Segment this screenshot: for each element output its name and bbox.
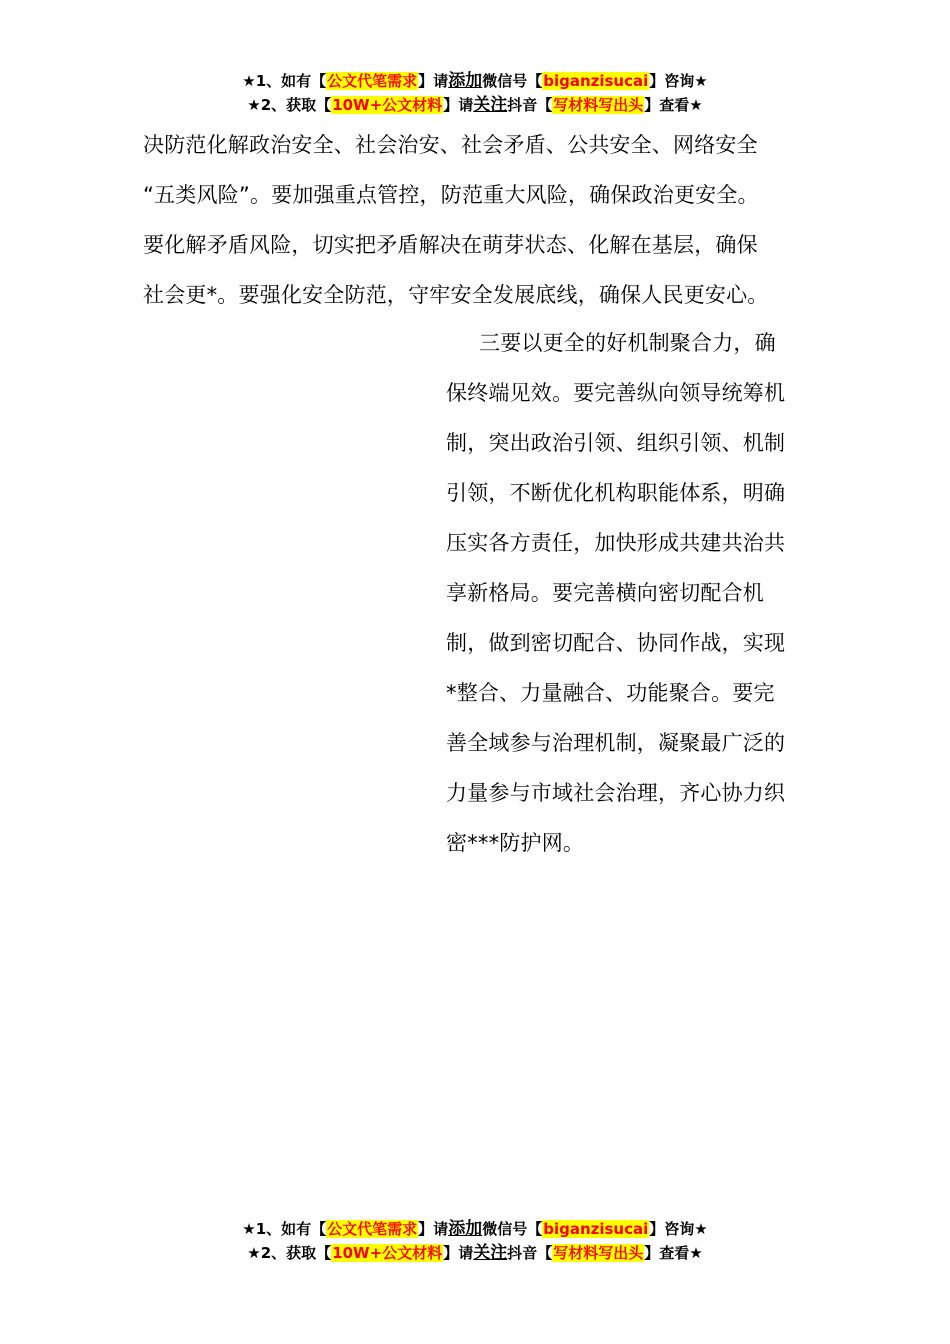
banner-highlight: biganzisucai <box>543 72 649 90</box>
banner-line-1 <box>0 1218 950 1242</box>
banner-text: 】请 <box>443 1244 474 1262</box>
banner-text: 微信号【 <box>482 72 543 90</box>
banner-text: 】查看★ <box>644 1244 703 1262</box>
banner-text: 】请 <box>418 1220 449 1238</box>
banner-highlight: 10W+公文材料 <box>332 96 443 114</box>
banner-highlight: 10W+公文材料 <box>332 1244 443 1262</box>
banner-highlight: biganzisucai <box>543 1220 649 1238</box>
banner-highlight: 写材料写出头 <box>553 96 644 114</box>
banner-text: 】请 <box>418 72 449 90</box>
header-banner <box>0 70 950 118</box>
column-paragraph-line: 三要以更全的好机制聚合力，确 <box>479 331 776 355</box>
banner-line-1 <box>0 70 950 94</box>
banner-text: 】咨询★ <box>649 1220 708 1238</box>
column-paragraph-line: 制，做到密切配合、协同作战，实现 <box>446 631 786 655</box>
banner-underline: 关注 <box>473 1243 508 1263</box>
banner-text: ★2、获取【 <box>247 1244 332 1262</box>
banner-text: ★1、如有【 <box>242 1220 327 1238</box>
column-paragraph-line: *整合、力量融合、功能聚合。要完 <box>446 681 775 705</box>
column-paragraph-line: 引领，不断优化机构职能体系，明确 <box>446 481 786 505</box>
column-paragraph-line: 密***防护网。 <box>446 831 585 855</box>
banner-underline: 添加 <box>448 1219 483 1239</box>
banner-text: 】咨询★ <box>649 72 708 90</box>
footer-banner <box>0 1218 950 1266</box>
banner-text: 】查看★ <box>644 96 703 114</box>
banner-text: 抖音【 <box>507 96 553 114</box>
banner-line-2 <box>0 1242 950 1266</box>
column-paragraph-line: 善全域参与治理机制，凝聚最广泛的 <box>446 731 786 755</box>
banner-underline: 添加 <box>448 71 483 91</box>
column-paragraph-line: 压实各方责任，加快形成共建共治共 <box>446 531 786 555</box>
banner-highlight: 写材料写出头 <box>553 1244 644 1262</box>
column-paragraph-line: 制，突出政治引领、组织引领、机制 <box>446 431 786 455</box>
body-paragraph-line: “五类风险”。要加强重点管控，防范重大风险，确保政治更安全。 <box>143 183 759 207</box>
banner-text: 抖音【 <box>507 1244 553 1262</box>
banner-line-2 <box>0 94 950 118</box>
body-paragraph-line: 要化解矛盾风险，切实把矛盾解决在萌芽状态、化解在基层，确保 <box>143 233 758 257</box>
banner-text: 】请 <box>443 96 474 114</box>
banner-text: ★2、获取【 <box>247 96 332 114</box>
body-paragraph-line: 社会更*。要强化安全防范，守牢安全发展底线，确保人民更安心。 <box>143 283 769 307</box>
body-paragraph-line: 决防范化解政治安全、社会治安、社会矛盾、公共安全、网络安全 <box>143 133 758 157</box>
banner-text: ★1、如有【 <box>242 72 327 90</box>
column-paragraph-line: 享新格局。要完善横向密切配合机 <box>446 581 764 605</box>
banner-underline: 关注 <box>473 95 508 115</box>
column-paragraph-line: 力量参与市域社会治理，齐心协力织 <box>446 781 786 805</box>
column-paragraph-line: 保终端见效。要完善纵向领导统筹机 <box>446 381 786 405</box>
banner-highlight: 公文代笔需求 <box>327 72 418 90</box>
banner-text: 微信号【 <box>482 1220 543 1238</box>
banner-highlight: 公文代笔需求 <box>327 1220 418 1238</box>
